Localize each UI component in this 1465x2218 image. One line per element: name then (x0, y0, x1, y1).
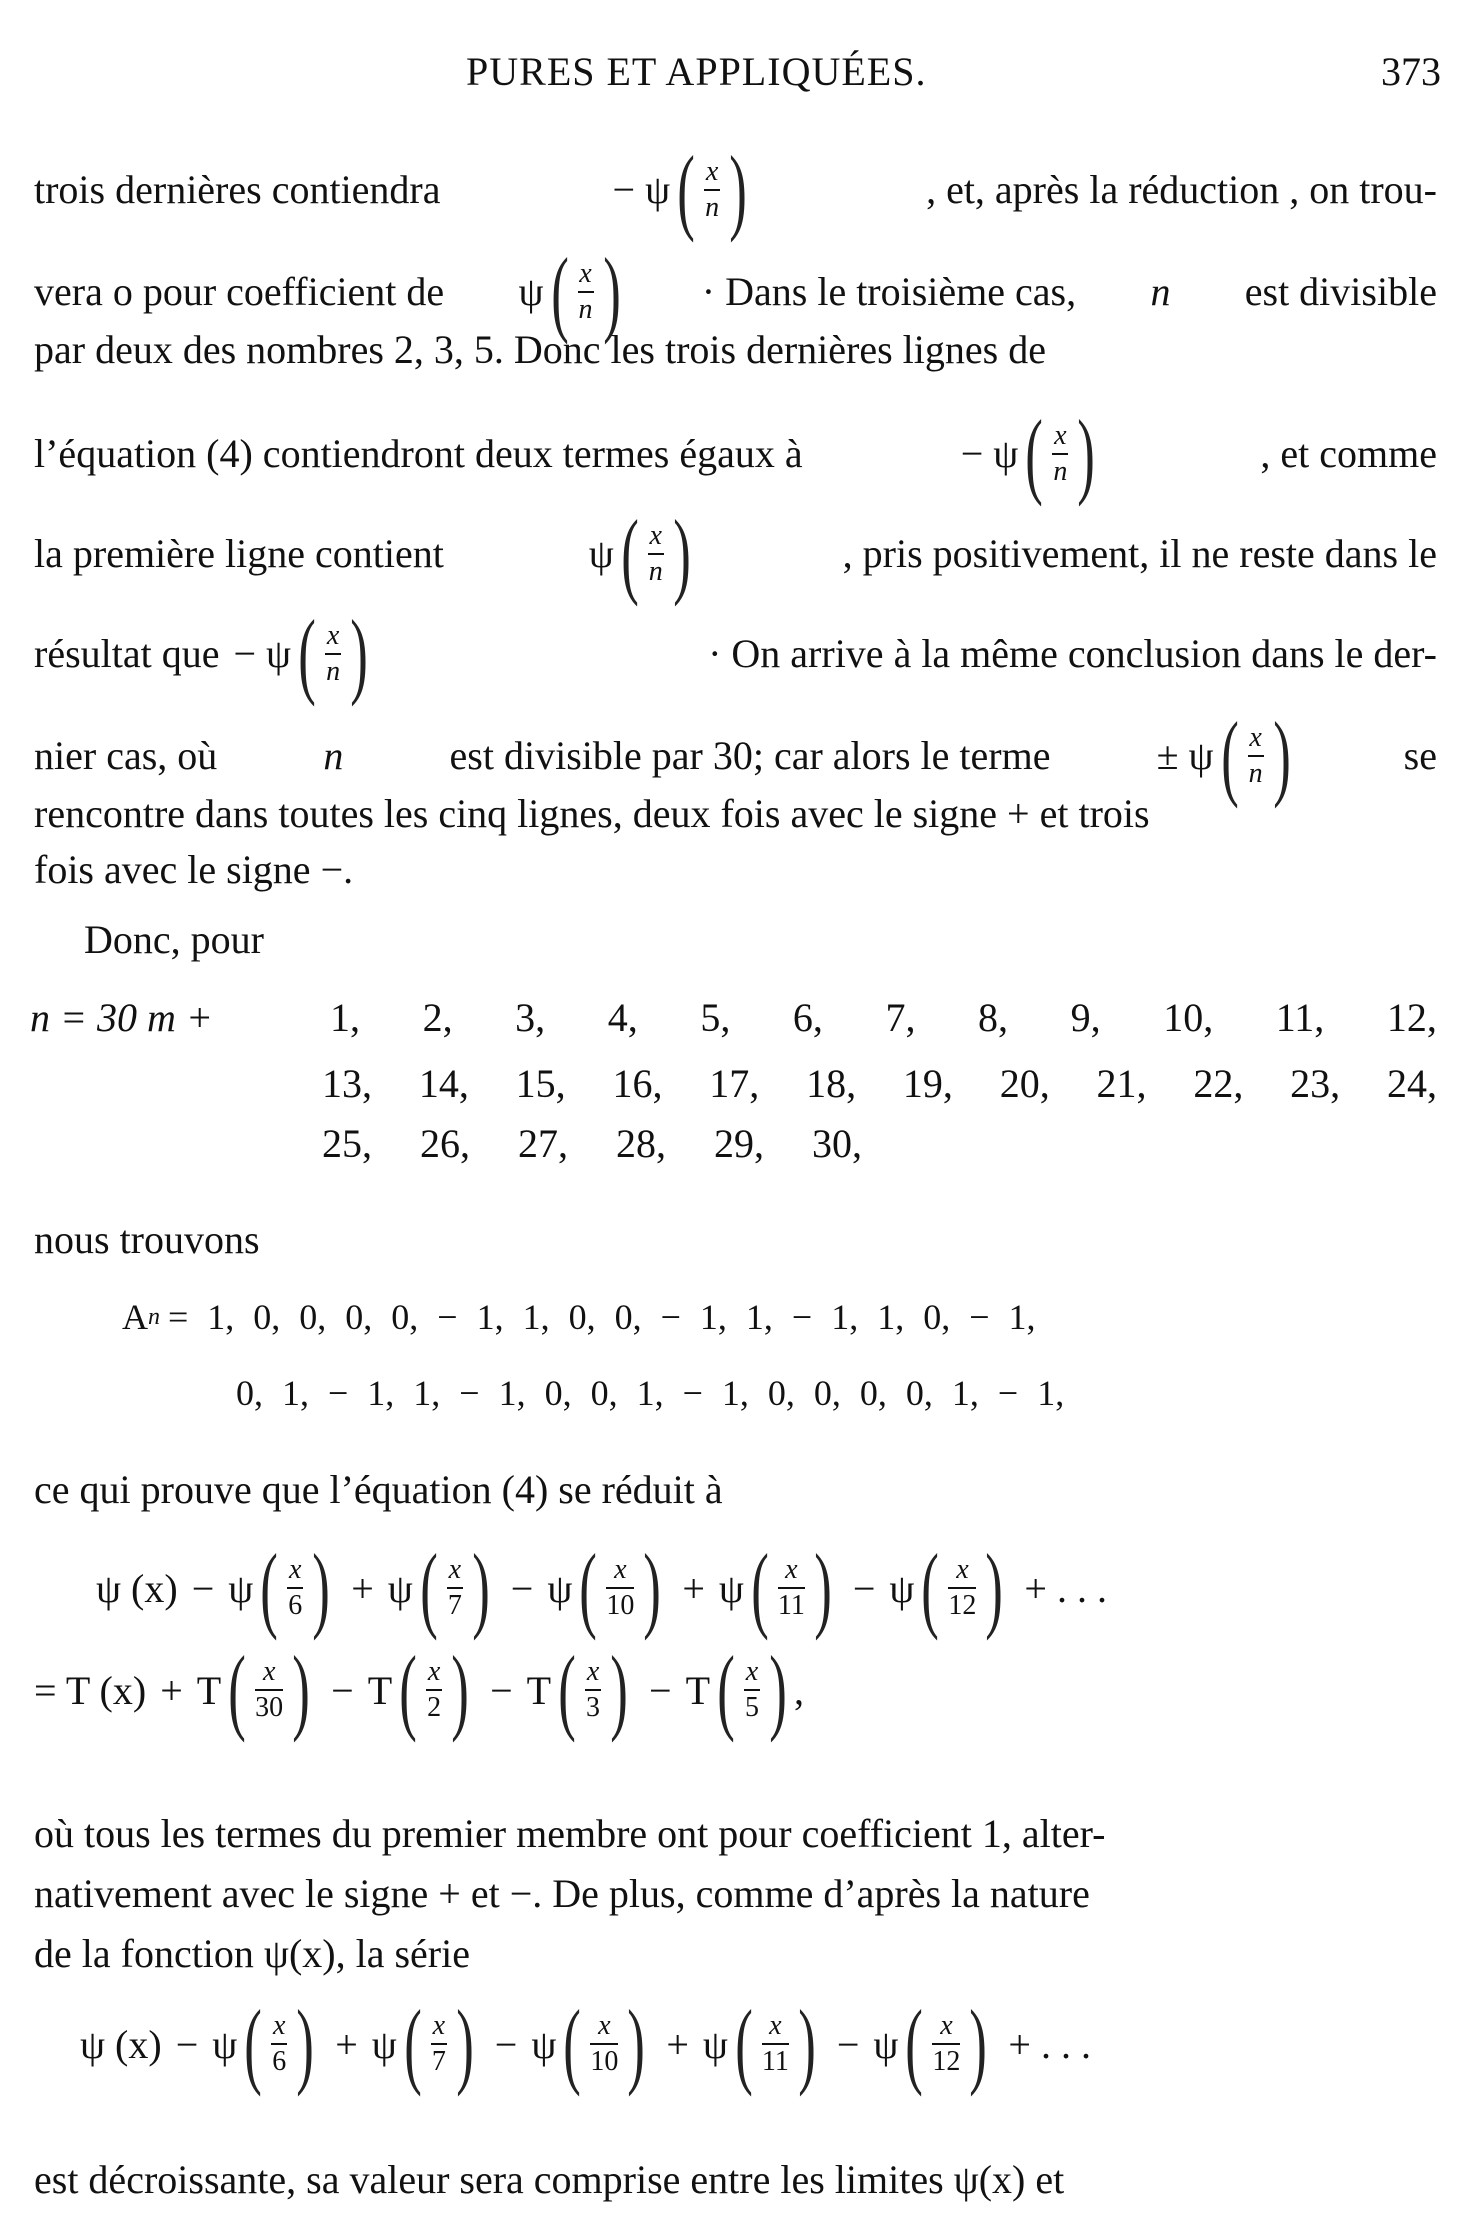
series-display: ψ (x) − ψ ( $\frac{x}{6}$ ) + ψ ( $\frac{x}{7}$ ) − ψ ( $\frac{x}{10}$ ) + ψ ( $\frac{x}{11}$ ) − ψ ( $\frac{x}{12}$ ) + . . . (80, 1990, 1091, 2097)
n-row-3: 25, 26, 27, 28, 29, 30, (322, 1121, 862, 1166)
text: par deux des nombres 2, 3, 5. Donc les trois dernières lignes de (34, 327, 1046, 372)
text: nous trouvons (34, 1217, 260, 1262)
math-var: n (1150, 269, 1171, 314)
nous-trouvons (34, 1216, 1437, 1264)
text-line-p2-3 (34, 1930, 1437, 1978)
text: est divisible (1244, 269, 1437, 314)
text: la première ligne contient (34, 531, 444, 576)
equation-psi-series: ψ (x) − ψ ( $\frac{x}{6}$ ) + ψ ( $\frac{x}{7}$ ) − ψ ( $\frac{x}{10}$ ) + ψ ( $\frac{x}{11}$ ) − ψ ( $\frac{x}{12}$ ) + . . . (96, 1534, 1107, 1641)
text: l’équation (4) contiendront deux termes égaux à (34, 431, 803, 476)
text-line-1 (34, 136, 1437, 243)
text: où tous les termes du premier membre ont pour coefficient 1, alter- (34, 1811, 1106, 1856)
ce-qui-prouve (34, 1466, 1437, 1514)
equation-t-series: = T (x) + T ( $\frac{x}{30}$ ) − T ( $\frac{x}{2}$ ) − T ( $\frac{x}{3}$ ) − T ( $\frac{x}{5}$ ) , (34, 1636, 804, 1743)
page-number: 373 (1381, 49, 1441, 94)
text: , pris positivement, il ne reste dans le (842, 531, 1437, 576)
text: résultat que (34, 631, 220, 676)
psi-x-over-n: ψ ( $\frac{x}{n}$ ) (588, 500, 691, 607)
text: est décroissante, sa valeur sera comprise entre les limites ψ(x) et (34, 2157, 1065, 2202)
text: , et comme (1260, 431, 1437, 476)
text: nativement avec le signe + et −. De plus, comme d’après la nature (34, 1871, 1090, 1916)
text: − ψ (612, 167, 671, 212)
text-line-4 (34, 400, 1437, 507)
text: fois avec le signe −. (34, 847, 354, 892)
n-equation-lhs: n = 30 m + (30, 995, 213, 1040)
text: Donc, pour (84, 917, 264, 962)
text-line-final (34, 2156, 1437, 2204)
text: se (1403, 733, 1437, 778)
text-line-6 (34, 600, 1437, 707)
text: vera o pour coefficient de (34, 269, 445, 314)
text-line-p2-1 (34, 1810, 1437, 1858)
running-header (0, 40, 1465, 100)
text: de la fonction ψ(x), la série (34, 1931, 470, 1976)
psi-x-over-n: − ψ ( $\frac{x}{n}$ ) (960, 400, 1096, 507)
text-line-p2-2 (34, 1870, 1437, 1918)
text: trois dernières contiendra (34, 167, 441, 212)
math-var: n (323, 733, 344, 778)
a-n-row-2: 0, 1, − 1, 1, − 1, 0, 0, 1, − 1, 0, 0, 0, 0, 1, − 1, (236, 1373, 1065, 1413)
text-line-9 (34, 846, 1437, 894)
psi-x-over-n: − ψ ( $\frac{x}{n}$ ) (612, 136, 747, 243)
a-n-row-1: A n = 1, 0, 0, 0, 0, − 1, 1, 0, 0, − 1, 1, − 1, 1, 0, − 1, (122, 1297, 1036, 1337)
n-row-1: 1, 2, 3, 4, 5, 6, 7, 8, 9, 10, 11, 12, (330, 995, 1437, 1040)
psi-x-over-n: ψ ( $\frac{x}{n}$ ) (518, 238, 621, 345)
psi-x-over-n: − ψ ( $\frac{x}{n}$ ) (233, 600, 368, 707)
header-title: PURES ET APPLIQUÉES. (466, 49, 927, 94)
text: · On arrive à la même conclusion dans le der- (708, 631, 1437, 676)
text: · Dans le troisième cas, (701, 269, 1077, 314)
text-line-3 (34, 326, 1437, 374)
text-line-8 (34, 790, 1437, 838)
text: est divisible par 30; car alors le terme (449, 733, 1051, 778)
text: rencontre dans toutes les cinq lignes, deux fois avec le signe + et trois (34, 791, 1150, 836)
donc-pour (84, 916, 1437, 964)
text: ce qui prouve que l’équation (4) se réduit à (34, 1467, 723, 1512)
text-line-5 (34, 500, 1437, 607)
text: , et, après la réduction , on trou- (926, 167, 1437, 212)
pm-psi-x-over-n: ± ψ ( $\frac{x}{n}$ ) (1156, 702, 1291, 809)
text: nier cas, où (34, 733, 218, 778)
n-row-2: 13, 14, 15, 16, 17, 18, 19, 20, 21, 22, 23, 24, (322, 1061, 1437, 1106)
